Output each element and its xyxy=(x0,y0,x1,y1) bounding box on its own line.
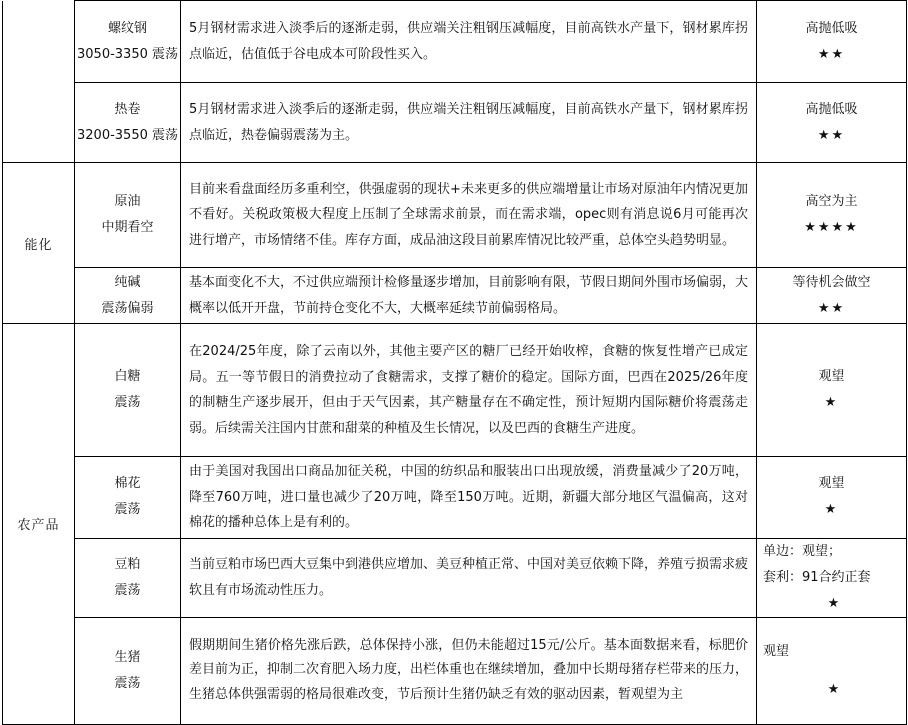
product-outlook: 震荡 xyxy=(114,675,141,691)
rating-stars: ★ xyxy=(824,395,839,410)
sector-cell-ferrous xyxy=(3,1,75,163)
product-name: 豆粕 xyxy=(114,556,141,572)
view-label: 高空为主 xyxy=(805,194,858,209)
analysis-text: 5月钢材需求进入淡季后的逐渐走弱，供应端关注粗钢压减幅度，目前高铁水产量下，钢材累库拐点临近，估值低于谷电成本可阶段性买入。 xyxy=(181,1,757,83)
table-row xyxy=(3,83,907,163)
product-name: 原油 xyxy=(114,194,141,209)
view-label: 观望 xyxy=(818,476,845,492)
view-cell xyxy=(757,268,907,324)
view-label: 等待机会做空 xyxy=(792,274,871,290)
product-name: 白糖 xyxy=(114,369,141,384)
view-cell xyxy=(757,617,907,724)
product-outlook: 震荡 xyxy=(114,502,141,518)
product-cell xyxy=(75,163,181,268)
view-label: 高抛低吸 xyxy=(805,101,858,117)
analysis-text: 由于美国对我国出口商品加征关税，中国的纺织品和服装出口出现放缓，消费量减少了20万吨，降至760万吨，进口量也减少了20万吨，降至150万吨。近期，新疆大部分地区气温偏高，这对棉花的播种总体上是有利的。 xyxy=(181,457,757,539)
analysis-text: 5月钢材需求进入淡季后的逐渐走弱，供应端关注粗钢压减幅度，目前高铁水产量下，钢材累库拐点临近，热卷偏弱震荡为主。 xyxy=(181,83,757,163)
table-row xyxy=(3,268,907,324)
table-row xyxy=(3,538,907,617)
product-name: 生猪 xyxy=(114,649,141,665)
rating-stars: ★ xyxy=(824,502,839,518)
analysis-text: 目前来看盘面经历多重利空，供强虚弱的现状+未来更多的供应端增量让市场对原油年内情况更加不看好。关税政策极大程度上压制了全球需求前景，而在需求端，opec则有消息说6月可能再次进行增产，市场情绪不佳。库存方面，成品油这段目前累库情况比较严重，总体空头趋势明显。 xyxy=(181,163,757,268)
view-cell xyxy=(757,83,907,163)
product-name: 棉花 xyxy=(114,476,141,492)
product-name: 纯碱 xyxy=(114,274,141,290)
product-outlook: 中期看空 xyxy=(101,220,154,235)
product-cell xyxy=(75,83,181,163)
view-cell xyxy=(757,538,907,617)
view-label-single: 单边：观望； xyxy=(763,543,842,559)
rating-stars: ★ xyxy=(827,681,842,697)
view-cell xyxy=(757,1,907,83)
view-label-arbitrage: 套利：91合约正套 xyxy=(763,569,871,585)
view-cell xyxy=(757,457,907,539)
product-cell xyxy=(75,457,181,539)
product-range: 3200-3550 震荡 xyxy=(77,127,178,143)
product-outlook: 震荡 xyxy=(114,582,141,598)
rating-stars: ★★★★ xyxy=(804,220,859,235)
product-cell xyxy=(75,538,181,617)
sector-cell-agriculture: 农产品 xyxy=(3,324,75,725)
table-row xyxy=(3,457,907,539)
table-row xyxy=(3,617,907,724)
product-name: 螺纹钢 xyxy=(107,20,147,36)
rating-stars: ★★ xyxy=(817,127,846,143)
rating-stars: ★ xyxy=(827,595,842,611)
rating-stars: ★★ xyxy=(817,46,846,62)
view-label: 高抛低吸 xyxy=(805,20,858,36)
table-row xyxy=(3,324,907,457)
rating-stars: ★★ xyxy=(817,300,846,316)
analysis-text: 假期期间生猪价格先涨后跌，总体保持小涨，但仍未能超过15元/公斤。基本面数据来看，标肥价差目前为正，抑制二次育肥入场力度，出栏体重也在继续增加，叠加中长期母猪存栏带来的压力，生猪总体供强需弱的格局很难改变，节后预计生猪仍缺乏有效的驱动因素，暂观望为主 xyxy=(181,617,757,724)
view-label: 观望 xyxy=(763,643,790,659)
analysis-text: 当前豆粕市场巴西大豆集中到港供应增加、美豆种植正常、中国对美豆依赖下降，养殖亏损需求疲软且有市场流动性压力。 xyxy=(181,538,757,617)
product-cell xyxy=(75,1,181,83)
product-cell xyxy=(75,268,181,324)
product-cell xyxy=(75,617,181,724)
product-range: 3050-3350 震荡 xyxy=(77,46,178,62)
analysis-text: 基本面变化不大，不过供应端预计检修量逐步增加，目前影响有限，节假日期间外围市场偏弱，大概率以低开开盘，节前持仓变化不大，大概率延续节前偏弱格局。 xyxy=(181,268,757,324)
product-outlook: 震荡偏弱 xyxy=(101,300,154,316)
view-cell xyxy=(757,163,907,268)
product-name: 热卷 xyxy=(114,101,141,117)
table-row xyxy=(3,163,907,268)
product-outlook: 震荡 xyxy=(114,395,141,410)
sector-cell-energy: 能化 xyxy=(3,163,75,324)
view-cell xyxy=(757,324,907,457)
view-label: 观望 xyxy=(818,369,845,384)
strategy-table xyxy=(2,0,907,725)
product-cell xyxy=(75,324,181,457)
analysis-text: 在2024/25年度，除了云南以外，其他主要产区的糖厂已经开始收榨，食糖的恢复性增产已成定局。五一等节假日的消费拉动了食糖需求，支撑了糖价的稳定。国际方面，巴西在2025/26年度的制糖生产逐步展开，但由于天气因素，其产糖量存在不确定性，预计短期内国际糖价将震荡走弱。后续需关注国内甘蔗和甜菜的种植及生长情况，以及巴西的食糖生产进度。 xyxy=(181,324,757,457)
table-row xyxy=(3,1,907,83)
